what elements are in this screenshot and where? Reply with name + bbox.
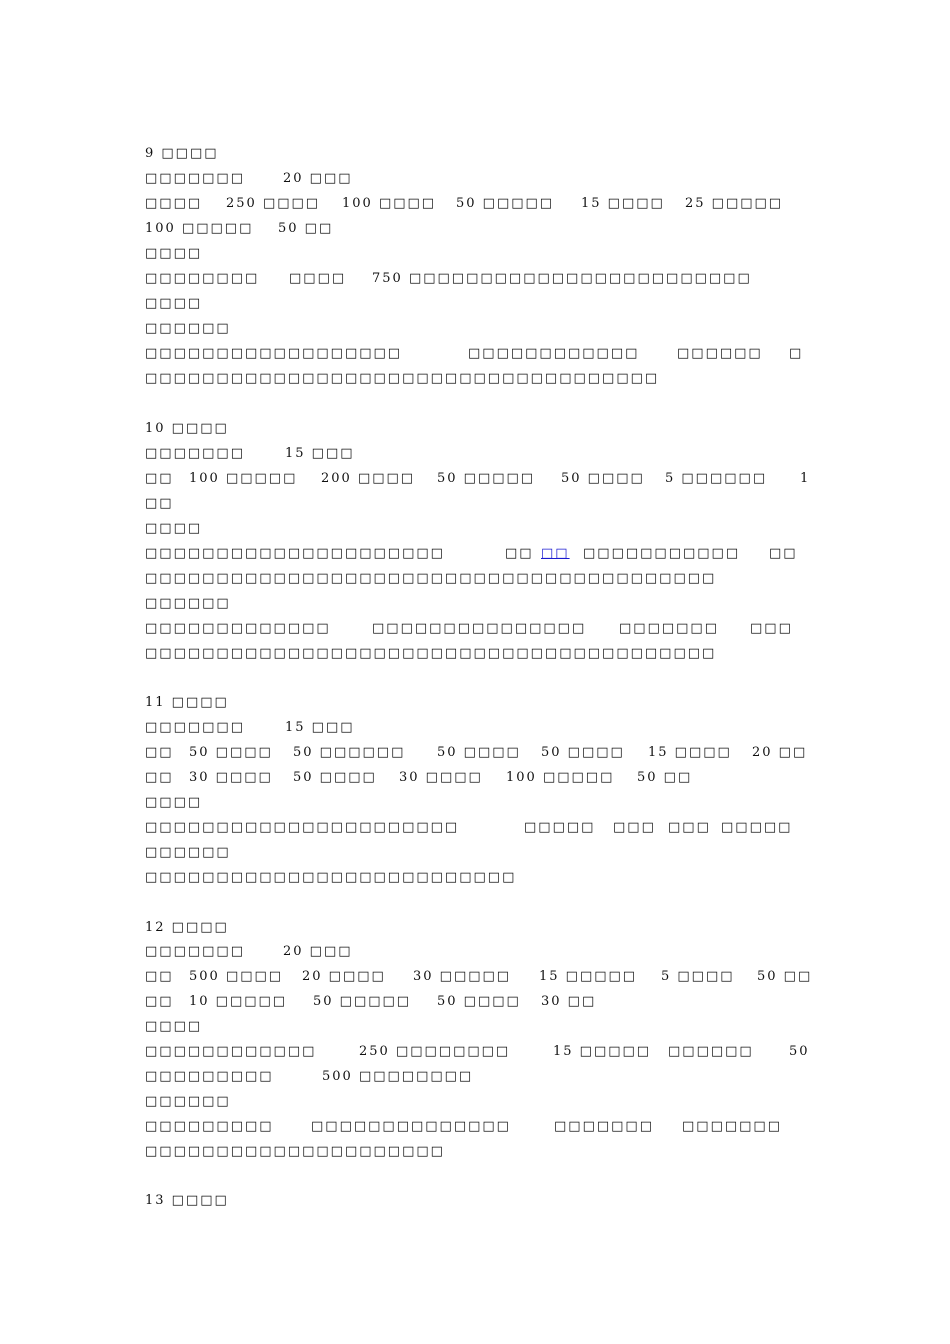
text-line: □□□□□□□ (145, 446, 245, 461)
text-line: □□□□□□ (677, 346, 763, 361)
text-line: □□□□□□□ (145, 720, 245, 735)
text-line: □□□□□□□□□□□□□□ (311, 1119, 511, 1134)
text-line: 50 (789, 1044, 810, 1059)
text-line: 50 □□□□□ (313, 994, 412, 1009)
text-line: □□□□□□□□□□□□□□□□□□□□□□□□□□□□□□□□□□□□ (145, 371, 660, 386)
text-line: □□ (145, 496, 174, 511)
text-line: 25 □□□□□ (685, 196, 784, 211)
section-heading: 10 □□□□ (145, 421, 229, 436)
text-line: 250 □□□□□□□□ (359, 1044, 511, 1059)
text-line: □□□□□ (721, 820, 793, 835)
text-line: 50 □□□□□ (456, 196, 555, 211)
text-line: □□□□ (289, 271, 347, 286)
text-line: 15 □□□□ (581, 196, 665, 211)
text-line: 1 (800, 471, 811, 486)
text-line: 5 □□□□□□ (665, 471, 768, 486)
text-line: □□□□□□□□□□□□□□□□□□□□□□□□□□□□□□□□□□□□□□□□ (145, 571, 717, 586)
text-line: □□□□□□□□ (145, 271, 260, 286)
text-line: 50 □□□□ (561, 471, 645, 486)
text-line: □□□□ (145, 1019, 203, 1034)
text-line: □□□□ (145, 296, 203, 311)
text-line: □□□□□□□□□□□□□ (145, 621, 331, 636)
text-line: □□□ (668, 820, 711, 835)
text-line: □□□□□□□□□□□□□□□ (372, 621, 587, 636)
text-line: 30 □□□□ (189, 770, 273, 785)
text-line: 50 □□ (278, 221, 334, 236)
text-line: □□□□□□□ (619, 621, 719, 636)
text-line: □□□□□□□□□□□□ (145, 1044, 317, 1059)
text-line: □□□□ (145, 246, 203, 261)
text-line: 50 □□□□ (437, 745, 521, 760)
text-line: 15 □□□ (285, 446, 355, 461)
text-line: 100 □□□□ (342, 196, 437, 211)
text-line: 20 □□□ (283, 171, 353, 186)
text-line: 50 □□□□ (189, 745, 273, 760)
text-line: □□□□□□□□□□□ (583, 546, 741, 561)
text-line: □□□ (613, 820, 656, 835)
text-line: 100 □□□□□ (506, 770, 615, 785)
text-line: 20 □□□ (283, 944, 353, 959)
text-line: □□□□□□□□□□□□□□□□□□□□□□□□□□ (145, 870, 517, 885)
text-line: □□□□□□□□□□□□□□□□□□□□□□□□□□□□□□□□□□□□□□□□ (145, 646, 717, 661)
text-line: 30 □□□□□ (413, 969, 512, 984)
text-line: □□ (145, 969, 174, 984)
text-line: 100 □□□□□ (145, 221, 254, 236)
text-line: □□□□□□□□□□□□□□□□□□ (145, 346, 403, 361)
text-line: 5 □□□□ (661, 969, 735, 984)
text-line: 20 □□ (752, 745, 808, 760)
text-line: □□□□□□□□□ (145, 1119, 274, 1134)
section-heading: 13 □□□□ (145, 1193, 229, 1208)
text-line: 15 □□□ (285, 720, 355, 735)
text-line: 200 □□□□ (321, 471, 416, 486)
text-line: □□ (769, 546, 798, 561)
text-line: □□□□□□□□□□□□□□□□□□□□□□ (145, 820, 460, 835)
text-line: 50 □□ (757, 969, 813, 984)
text-line: 30 □□ (541, 994, 597, 1009)
text-line: 15 □□□□□ (539, 969, 638, 984)
text-line: 50 □□□□□□ (293, 745, 406, 760)
text-line: 20 □□□□ (302, 969, 386, 984)
text-line: □□□□□□ (145, 1094, 231, 1109)
text-line: □□□□□□ (145, 596, 231, 611)
section-heading: 12 □□□□ (145, 920, 229, 935)
text-line: 500 □□□□□□□□ (322, 1069, 474, 1084)
text-line: □□ (145, 994, 174, 1009)
text-line: 50 □□□□ (541, 745, 625, 760)
text-line: □□ (505, 546, 534, 561)
text-line: □□ (145, 770, 174, 785)
text-line: □□□□□□□ (554, 1119, 654, 1134)
text-line: □□ (145, 471, 174, 486)
text-line: 50 □□□□□ (437, 471, 536, 486)
text-line: 15 □□□□ (648, 745, 732, 760)
text-line: 500 □□□□ (189, 969, 284, 984)
hyperlink[interactable]: □□ (541, 546, 570, 561)
text-line: □ (789, 346, 804, 361)
text-line: □□□□□□□□□□□□□□□□□□□□□ (145, 1144, 445, 1159)
text-line: 15 □□□□□ (553, 1044, 652, 1059)
text-line: □□□□ (145, 521, 203, 536)
section-heading: 9 □□□□ (145, 146, 219, 161)
text-line: □□□□□□ (668, 1044, 754, 1059)
text-line: □□□□ (145, 196, 203, 211)
text-line: □□□□□□ (145, 845, 231, 860)
text-line: □□□□□□□□□□□□ (468, 346, 640, 361)
section-heading: 11 □□□□ (145, 695, 229, 710)
text-line: □□□□□ (524, 820, 596, 835)
text-line: 750 □□□□□□□□□□□□□□□□□□□□□□□□ (372, 271, 752, 286)
text-line: □□ (145, 745, 174, 760)
text-line: □□□□□□□□□ (145, 1069, 274, 1084)
text-line: 50 □□□□ (437, 994, 521, 1009)
text-line: □□□□□□□ (145, 171, 245, 186)
text-line: □□□□□□□ (682, 1119, 782, 1134)
text-line: □□□□□□□ (145, 944, 245, 959)
text-line: 10 □□□□□ (189, 994, 288, 1009)
text-line: 50 □□□□ (293, 770, 377, 785)
text-line: 100 □□□□□ (189, 471, 298, 486)
text-line: 30 □□□□ (399, 770, 483, 785)
text-line: □□□ (750, 621, 793, 636)
text-line: 250 □□□□ (226, 196, 321, 211)
text-line: □□□□□□□□□□□□□□□□□□□□□ (145, 546, 445, 561)
text-line: 50 □□ (637, 770, 693, 785)
text-line: □□□□□□ (145, 321, 231, 336)
text-line: □□□□ (145, 795, 203, 810)
